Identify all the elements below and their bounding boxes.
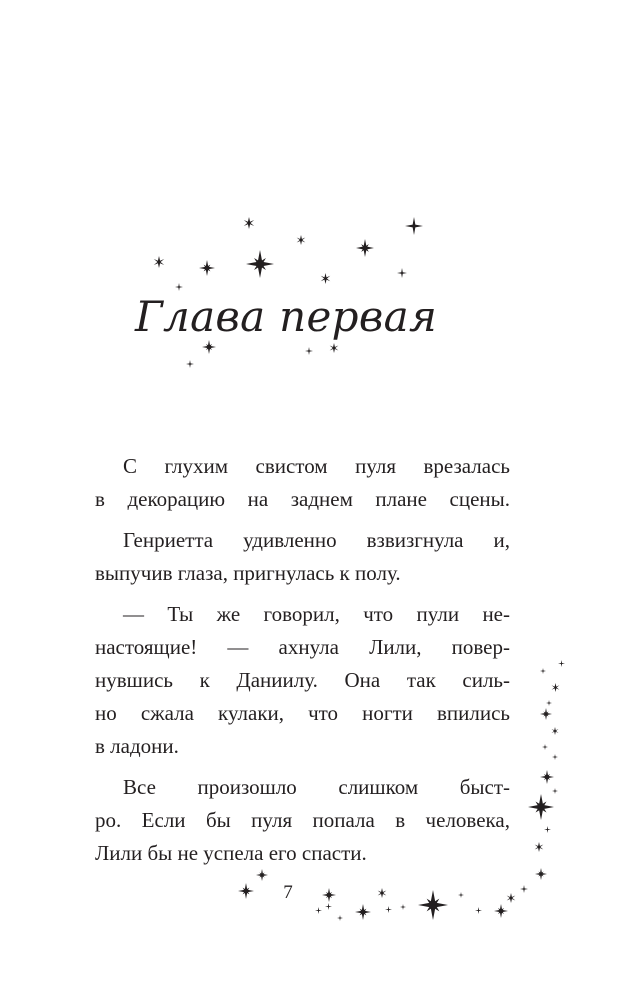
star-icon xyxy=(520,885,528,893)
text-line: Все произошло слишком быст- xyxy=(123,775,510,799)
star-icon xyxy=(546,700,552,706)
star-icon xyxy=(153,256,165,268)
text-line: выпучив глаза, пригнулась к полу. xyxy=(95,561,401,585)
star-icon xyxy=(385,906,392,913)
text-line: Лили бы не успела его спасти. xyxy=(95,841,367,865)
star-icon xyxy=(552,754,558,760)
paragraph xyxy=(95,524,510,590)
star-icon xyxy=(296,235,306,245)
star-icon xyxy=(238,883,254,899)
star-icon xyxy=(494,904,508,918)
star-icon xyxy=(528,794,554,820)
star-icon xyxy=(405,217,423,235)
star-icon xyxy=(320,273,331,284)
star-icon xyxy=(356,239,374,257)
star-icon xyxy=(377,888,387,898)
star-icon xyxy=(175,283,183,291)
star-icon xyxy=(535,868,547,880)
star-icon xyxy=(540,668,546,674)
text-line: настоящие! — ахнула Лили, повер- xyxy=(95,635,510,659)
star-icon xyxy=(475,907,482,914)
text-line: — Ты же говорил, что пули не- xyxy=(123,602,510,626)
star-icon xyxy=(551,683,560,692)
star-icon xyxy=(534,842,544,852)
star-icon xyxy=(186,360,194,368)
star-icon xyxy=(199,260,215,276)
star-icon xyxy=(458,892,464,898)
star-icon xyxy=(256,869,268,881)
star-icon xyxy=(558,660,565,667)
star-icon xyxy=(305,347,313,355)
text-line: в декорацию на заднем плане сцены. xyxy=(95,487,510,511)
star-icon xyxy=(397,268,407,278)
text-line: но сжала кулаки, что ногти впились xyxy=(95,701,510,725)
star-icon xyxy=(315,907,322,914)
paragraph xyxy=(95,450,510,516)
paragraph xyxy=(95,598,510,763)
text-line: нувшись к Даниилу. Она так силь- xyxy=(95,668,510,692)
text-line: ро. Если бы пуля попала в человека, xyxy=(95,808,510,832)
star-icon xyxy=(246,250,274,278)
star-icon xyxy=(506,893,516,903)
star-icon xyxy=(325,903,332,910)
star-icon xyxy=(329,343,339,353)
chapter-title: Глава первая xyxy=(134,292,438,341)
page-number: 7 xyxy=(283,882,293,903)
star-icon xyxy=(540,708,552,720)
star-icon xyxy=(243,217,255,229)
text-line: С глухим свистом пуля врезалась xyxy=(123,454,510,478)
star-icon xyxy=(400,904,406,910)
star-icon xyxy=(544,826,551,833)
text-line: Генриетта удивленно взвизгнула и, xyxy=(123,528,510,552)
star-icon xyxy=(542,744,548,750)
star-icon xyxy=(322,888,336,902)
text-line: в ладони. xyxy=(95,734,179,758)
star-icon xyxy=(202,340,216,354)
star-icon xyxy=(337,915,343,921)
star-icon xyxy=(355,904,371,920)
star-icon xyxy=(418,890,448,920)
paragraph xyxy=(95,771,510,870)
body-text xyxy=(95,450,510,878)
star-icon xyxy=(551,727,559,735)
star-icon xyxy=(540,770,554,784)
